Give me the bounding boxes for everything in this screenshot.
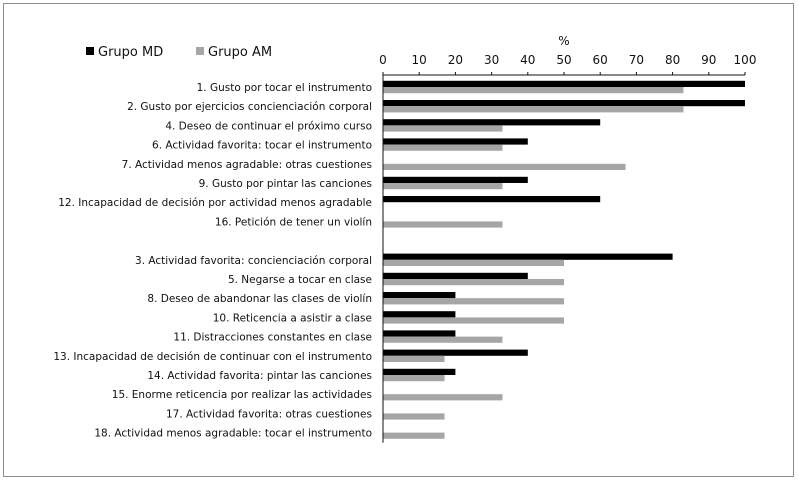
x-tick-label: 20	[447, 53, 464, 67]
bar-grupo-md	[383, 81, 745, 87]
bar-grupo-md	[383, 311, 455, 317]
category-label: 14. Actividad favorita: pintar las canciones	[147, 370, 372, 382]
bar-grupo-md	[383, 138, 528, 144]
category-labels	[53, 82, 372, 440]
category-label: 1. Gusto por tocar el instrumento	[196, 82, 372, 94]
bars	[383, 81, 745, 439]
bar-grupo-am	[383, 356, 445, 362]
bar-grupo-md	[383, 100, 745, 106]
category-label: 2. Gusto por ejercicios concienciación corporal	[127, 101, 372, 114]
bar-grupo-am	[383, 260, 564, 266]
category-label: 4. Deseo de continuar el próximo curso	[165, 120, 372, 133]
bar-grupo-am	[383, 125, 502, 131]
bar-grupo-md	[383, 254, 673, 260]
bar-grupo-am	[383, 317, 564, 323]
x-tick-label: 70	[628, 53, 645, 67]
bar-grupo-md	[383, 292, 455, 298]
x-tick-label: 30	[483, 53, 500, 67]
bar-grupo-am	[383, 145, 502, 151]
bar-grupo-am	[383, 183, 502, 189]
axis-unit-label: %	[558, 34, 570, 48]
bar-grupo-am	[383, 87, 683, 93]
bar-grupo-am	[383, 298, 564, 304]
legend	[86, 45, 272, 60]
bar-grupo-am	[383, 413, 445, 419]
legend-label: Grupo AM	[208, 45, 273, 60]
category-label: 13. Incapacidad de decisión de continuar con el instrumento	[53, 350, 372, 363]
bar-grupo-md	[383, 330, 455, 336]
category-label: 7. Actividad menos agradable: otras cuestiones	[121, 158, 372, 171]
x-axis-ticks	[379, 53, 756, 75]
legend-swatch	[196, 47, 204, 55]
bar-grupo-am	[383, 337, 502, 343]
legend-label: Grupo MD	[98, 45, 164, 60]
bar-grupo-md	[383, 350, 528, 356]
legend-swatch	[86, 47, 94, 55]
bar-grupo-am	[383, 375, 445, 381]
bar-grupo-md	[383, 119, 600, 125]
x-tick-label: 90	[701, 53, 717, 67]
category-label: 5. Negarse a tocar en clase	[227, 274, 372, 286]
category-label: 11. Distracciones constantes en clase	[173, 331, 372, 344]
x-tick-label: 10	[411, 53, 427, 67]
bar-grupo-am	[383, 433, 445, 439]
bar-grupo-md	[383, 196, 600, 202]
x-tick-label: 40	[520, 53, 536, 67]
category-label: 15. Enorme reticencia por realizar las actividades	[111, 389, 372, 402]
x-tick-label: 100	[733, 53, 757, 67]
category-label: 17. Actividad favorita: otras cuestiones	[165, 408, 372, 421]
x-tick-label: 50	[556, 53, 572, 67]
category-label: 9. Gusto por pintar las canciones	[198, 178, 372, 190]
bar-grupo-am	[383, 106, 683, 112]
x-tick-label: 0	[379, 53, 387, 67]
category-label: 6. Actividad favorita: tocar el instrumento	[152, 139, 372, 152]
category-label: 8. Deseo de abandonar las clases de violín	[147, 293, 372, 306]
x-tick-label: 60	[592, 53, 608, 67]
category-label: 10. Reticencia a asistir a clase	[212, 312, 372, 325]
bar-grupo-am	[383, 279, 564, 285]
bar-grupo-md	[383, 369, 455, 375]
category-label: 3. Actividad favorita: concienciación corporal	[135, 254, 372, 267]
category-label: 18. Actividad menos agradable: tocar el instrumento	[94, 427, 372, 440]
category-label: 12. Incapacidad de decisión por actividad menos agradable	[58, 197, 372, 210]
bar-grupo-am	[383, 221, 502, 227]
bar-grupo-md	[383, 177, 528, 183]
bar-grupo-am	[383, 164, 626, 170]
x-tick-label: 80	[664, 53, 681, 67]
bar-grupo-md	[383, 273, 528, 279]
category-label: 16. Petición de tener un violín	[214, 216, 372, 229]
bar-grupo-am	[383, 394, 502, 400]
